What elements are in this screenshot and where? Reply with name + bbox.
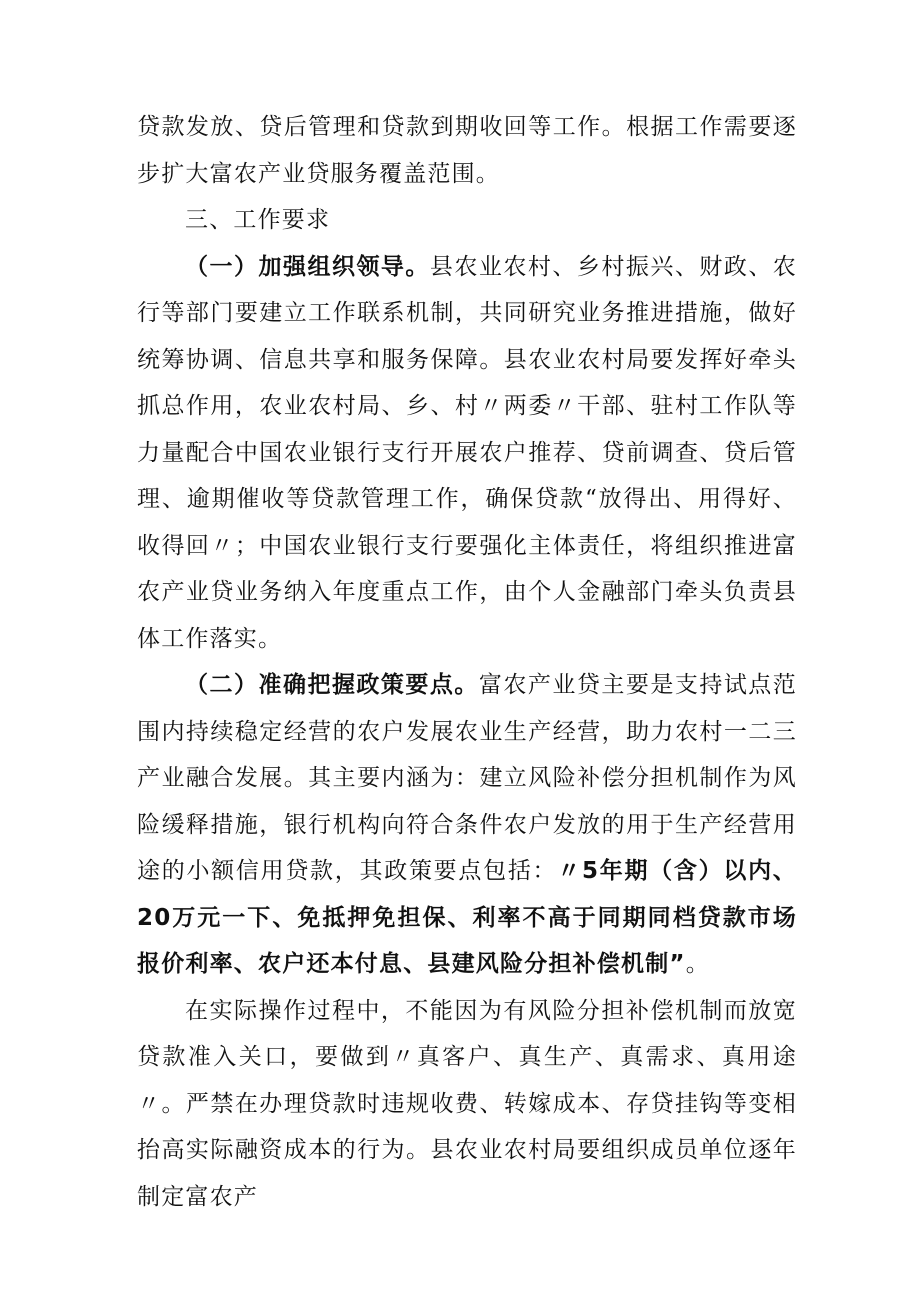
paragraph-text: 贷款发放、贷后管理和贷款到期收回等工作。根据工作需要逐步扩大富农产业贷服务覆盖范围。	[137, 114, 797, 187]
policy-points: 〃5年期（含）以内、20万元一下、免抵押免担保、利率不高于同期同档贷款市场报价利率、农户还本付息、县建风险分担补偿机制”	[137, 858, 797, 977]
paragraph-text: 在实际操作过程中，不能因为有风险分担补偿机制而放宽贷款准入关口，要做到〃真客户、真生产、真需求、真用途〃。严禁在办理贷款时违规收费、转嫁成本、存贷挂钩等变相抬高实际融资成本的行为。县农业农村局要组织成员单位逐年制定富农产	[137, 997, 797, 1210]
paragraph-lead: （一）加强组织领导。	[185, 253, 430, 280]
paragraph-end: 。	[685, 951, 710, 977]
section-heading	[137, 197, 797, 244]
paragraph-text: 县农业农村、乡村振兴、财政、农行等部门要建立工作联系机制，共同研究业务推进措施，做好统筹协调、信息共享和服务保障。县农业农村局要发挥好牵头抓总作用，农业农村局、乡、村〃两委〃干部、驻村工作队等力量配合中国农业银行支行开展农户推荐、贷前调查、贷后管理、逾期催收等贷款管理工作，确保贷款“放得出、用得好、收得回〃；中国农业银行支行要强化主体责任，将组织推进富农产业贷业务纳入年度重点工作，由个人金融部门牵头负责县体工作落实。	[137, 253, 798, 652]
paragraph-text: 富农产业贷主要是支持试点范围内持续稳定经营的农户发展农业生产经营，助力农村一二三产业融合发展。其主要内涵为：建立风险补偿分担机制作为风险缓释措施，银行机构向符合条件农户发放的用于生产经营用途的小额信用贷款，其政策要点包括：	[137, 672, 797, 884]
paragraph-lead: （二）准确把握政策要点。	[185, 672, 479, 698]
paragraph-organization	[137, 244, 797, 663]
section-heading-text: 三、工作要求	[185, 207, 331, 233]
paragraph-continuation	[137, 104, 797, 197]
document-body	[137, 104, 797, 1220]
paragraph-operation	[137, 988, 797, 1221]
paragraph-policy	[137, 662, 797, 988]
